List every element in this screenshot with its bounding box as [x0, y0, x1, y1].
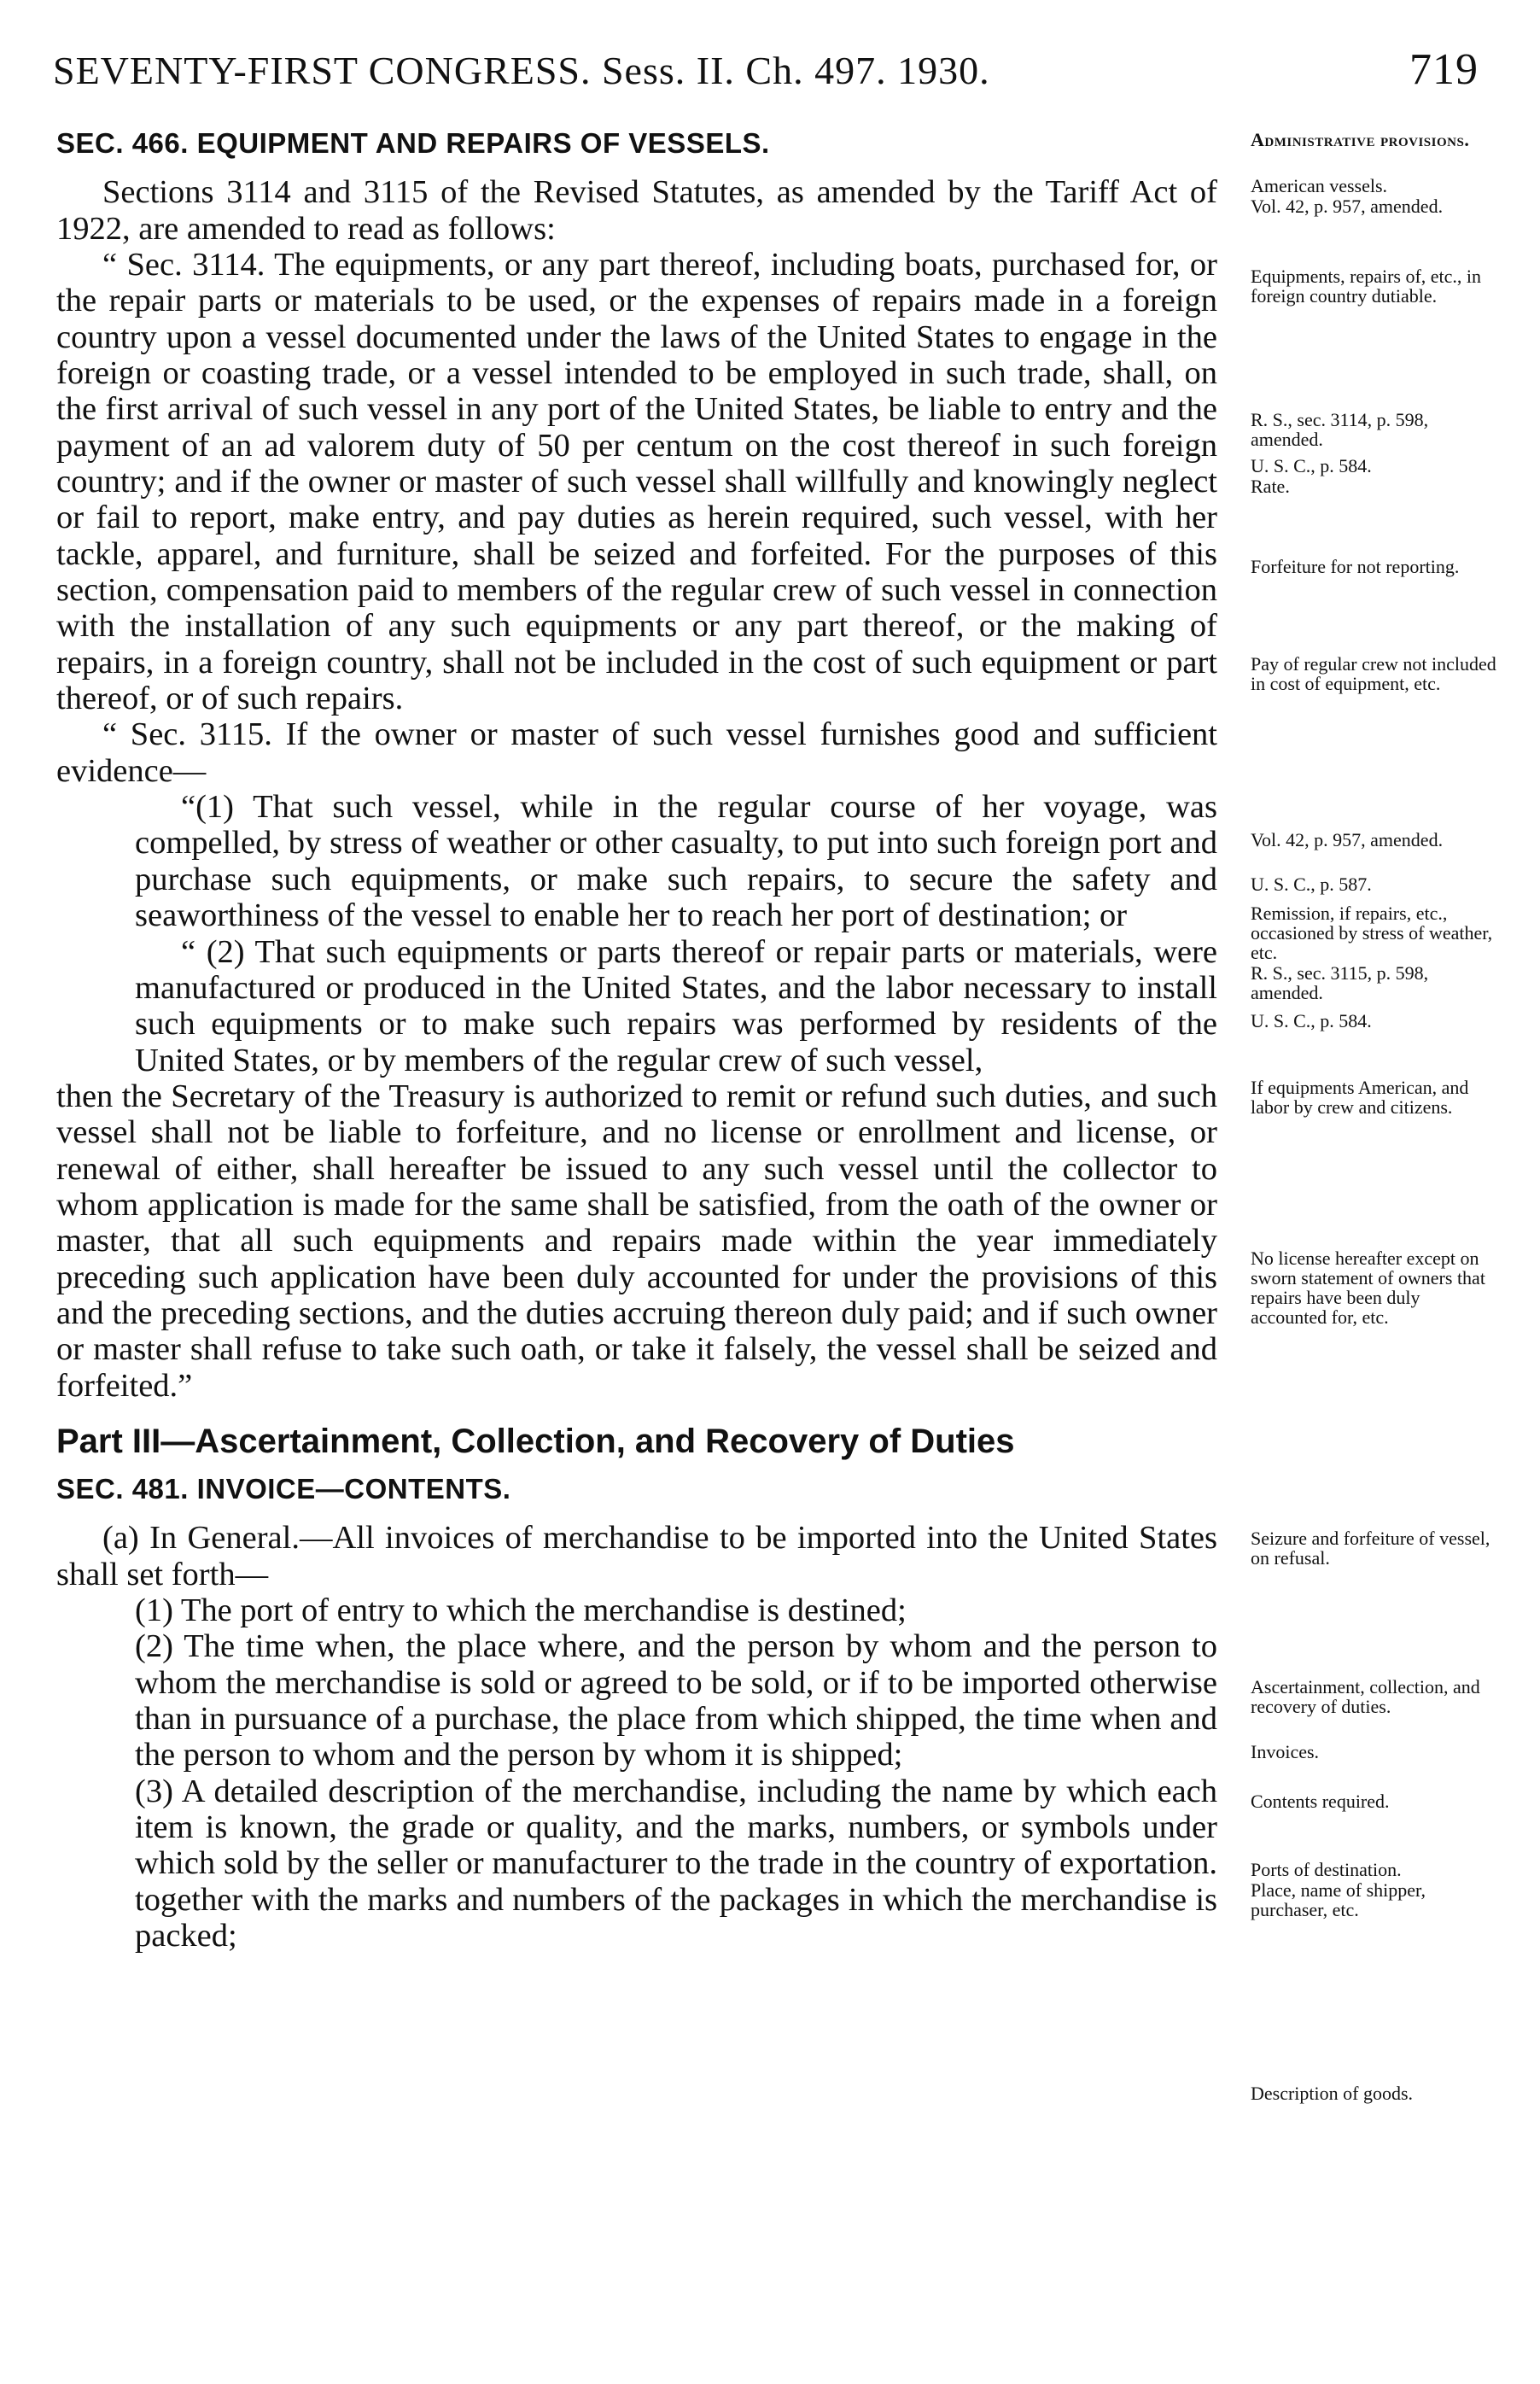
margin-note: Vol. 42, p. 957, amended.	[1251, 196, 1444, 217]
invoice-item-3: (3) A detailed description of the merchandise, including the name by which each item is known, the grade or quality, and the marks, numbers, or symbols under which sold by the seller or manufacturer to the trade in the country of exportation. together with the marks and numbers of the packages in which the merchandise is packed;	[135, 1773, 1217, 1955]
sec3115-continuation: then the Secretary of the Treasury is authorized to remit or refund such duties, and such vessel shall not be liable to forfeiture, and no license or enrollment and license, or renewal of either, shall hereafter be issued to any such vessel until the collector to whom application is made for the same shall be satisfied, from the oath of the owner or master, that all such equipments and repairs made within the year immediately preceding such application have been duly accounted for under the provisions of this and the preceding sections, and the duties accruing thereon duly paid; and if such owner or master shall refuse to take such oath, or take it falsely, the vessel shall be seized and forfeited.”	[56, 1078, 1217, 1404]
running-head: SEVENTY-FIRST CONGRESS. Sess. II. Ch. 497. 1930.	[53, 49, 990, 92]
margin-note: Administrative provisions.	[1251, 129, 1470, 150]
margin-note: R. S., sec. 3114, p. 598, amended.	[1251, 409, 1429, 451]
margin-note: Invoices.	[1251, 1741, 1320, 1762]
page-header	[53, 41, 1479, 101]
margin-note: Contents required.	[1251, 1791, 1390, 1812]
margin-note: Forfeiture for not reporting.	[1251, 556, 1460, 577]
clause-1: “(1) That such vessel, while in the regular course of her voyage, was compelled, by stress of weather or other casualty, to put into such foreign port and purchase such equipments, or make such repairs, to secure the safety and seaworthiness of the vessel to enable her to reach her port of destination; or	[135, 789, 1217, 934]
margin-note: Description of goods.	[1251, 2083, 1414, 2104]
page-number: 719	[1409, 45, 1479, 94]
margin-note: American vessels.	[1251, 175, 1388, 196]
sec481-general: (a) In General.—All invoices of merchandise to be imported into the United States shall set forth—	[56, 1520, 1217, 1592]
margin-note: Equipments, repairs of, etc., in foreign country dutiable.	[1251, 266, 1482, 307]
invoice-item-2: (2) The time when, the place where, and the person by whom and the person to whom the merchandise is sold or agreed to be sold, or if to be imported otherwise than in pursuance of a purchase, the place from which shipped, the time when and the person to whom and the person by whom it is shipped;	[135, 1628, 1217, 1773]
section-481-heading: SEC. 481. INVOICE—CONTENTS.	[56, 1472, 511, 1505]
section-466-heading: SEC. 466. EQUIPMENT AND REPAIRS OF VESSELS.	[56, 127, 770, 159]
part-3-heading: Part III—Ascertainment, Collection, and Recovery of Duties	[56, 1422, 1015, 1460]
margin-note: Place, name of shipper, purchaser, etc.	[1251, 1879, 1426, 1921]
sec466-paragraph-1: Sections 3114 and 3115 of the Revised Statutes, as amended by the Tariff Act of 1922, are amended to read as follows:	[56, 174, 1217, 247]
margin-note: Seizure and forfeiture of vessel, on refusal.	[1251, 1528, 1490, 1569]
margin-note: U. S. C., p. 587.	[1251, 874, 1372, 895]
margin-note: Ports of destination.	[1251, 1859, 1402, 1880]
sec3114-paragraph: “ Sec. 3114. The equipments, or any part thereof, including boats, purchased for, or the repair parts or materials to be used, or the expenses of repairs made in a foreign country upon a vessel documented under the laws of the United States to engage in the foreign or coasting trade, or a vessel intended to be employed in such trade, shall, on the first arrival of such vessel in any port of the United States, be liable to entry and the payment of an ad valorem duty of 50 per centum on the cost thereof in such foreign country; and if the owner or master of such vessel shall willfully and knowingly neglect or fail to report, make entry, and pay duties as herein required, such vessel, with her tackle, apparel, and furniture, shall be seized and forfeited. For the purposes of this section, compensation paid to members of the regular crew of such vessel in connection with the installation of any such equipments or any part thereof, or the making of repairs, in a foreign country, shall not be included in the cost of such equipment or part thereof, or of such repairs.	[56, 246, 1217, 717]
margin-note: Ascertainment, collection, and recovery of duties.	[1251, 1676, 1480, 1718]
main-text	[56, 128, 1217, 1954]
margin-note: U. S. C., p. 584.	[1251, 455, 1372, 476]
invoice-item-1: (1) The port of entry to which the merchandise is destined;	[135, 1592, 907, 1628]
margin-note: U. S. C., p. 584.	[1251, 1010, 1372, 1031]
margin-note: Rate.	[1251, 476, 1290, 497]
margin-note: If equipments American, and labor by crew and citizens.	[1251, 1077, 1469, 1119]
margin-note: R. S., sec. 3115, p. 598, amended.	[1251, 962, 1429, 1004]
margin-note: No license hereafter except on sworn statement of owners that repairs have been duly accounted for, etc.	[1251, 1248, 1485, 1329]
clause-2: “ (2) That such equipments or parts thereof or repair parts or materials, were manufactured or produced in the United States, and the labor necessary to install such equipments or to make such repairs was performed by residents of the United States, or by members of the regular crew of such vessel,	[135, 933, 1217, 1078]
margin-note: Remission, if repairs, etc., occasioned by stress of weather, etc.	[1251, 903, 1493, 964]
margin-note: Vol. 42, p. 957, amended.	[1251, 829, 1444, 850]
margin-note: Pay of regular crew not included in cost of equipment, etc.	[1251, 653, 1496, 695]
sec3115-paragraph: “ Sec. 3115. If the owner or master of such vessel furnishes good and sufficient evidence—	[56, 716, 1217, 789]
